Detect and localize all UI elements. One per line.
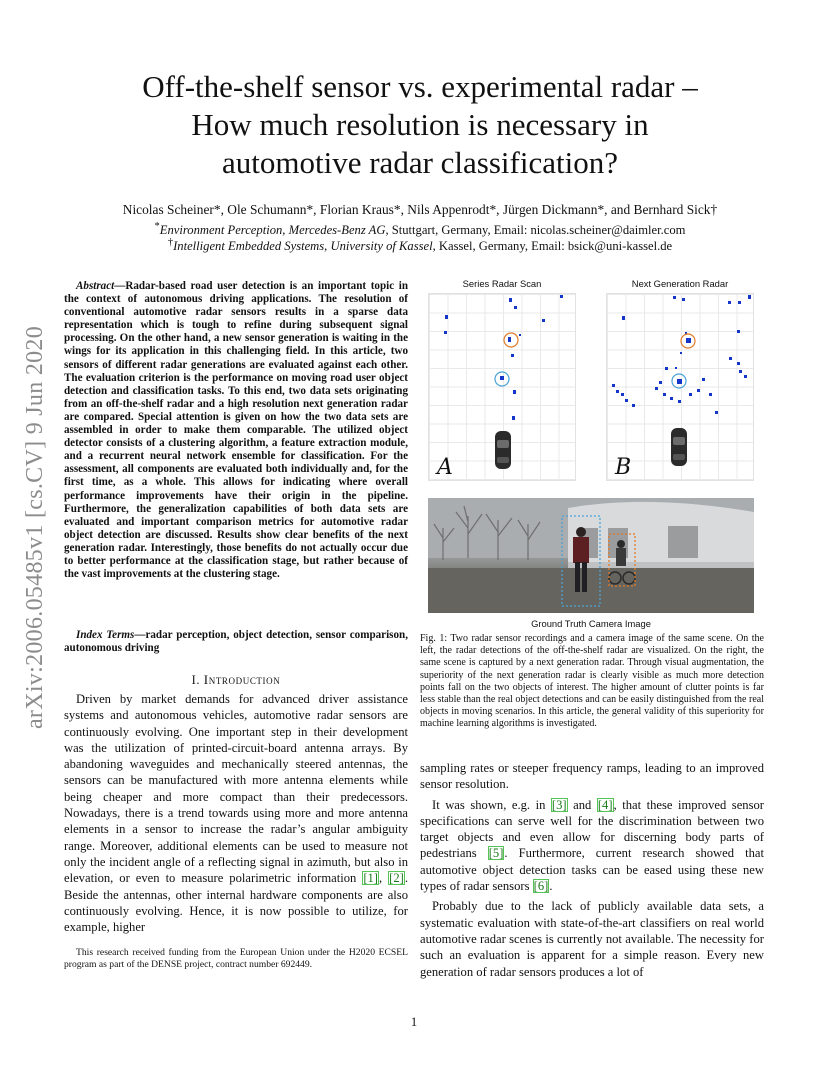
citation-link-4[interactable]: [4]: [597, 797, 613, 812]
detection-point: [737, 362, 740, 365]
ego-car-icon: [671, 428, 687, 466]
abstract-label: Abstract: [76, 280, 115, 292]
series-radar-plot: [429, 294, 576, 481]
detection-point: [632, 404, 635, 407]
detection-point: [560, 295, 563, 298]
citation-link-2[interactable]: [2]: [389, 871, 404, 886]
detection-point: [729, 357, 732, 360]
detection-point: [445, 315, 448, 319]
detection-point: [748, 295, 751, 299]
detection-point: [675, 367, 677, 369]
arxiv-identifier: arXiv:2006.05485v1 [cs.CV] 9 Jun 2020: [22, 325, 49, 729]
index-terms-text: —radar perception, object detection, sensor comparison, autonomous driving: [64, 629, 408, 655]
detection-point: [665, 367, 668, 370]
title-line-2: How much resolution is necessary in: [191, 107, 649, 142]
camera-scene: [428, 498, 754, 613]
detection-point: [511, 354, 514, 357]
radar-panel-series: [428, 293, 576, 481]
right-paragraph-3: Probably due to the lack of publicly available data sets, a systematic evaluation with state-of-the-art classifiers on real world automotive radar scenes is currently not available. The necessity for such an evaluation is apparent for a simple reason. Every new generation of radar sensors produces a lot of: [420, 899, 764, 979]
camera-image-title: Ground Truth Camera Image: [531, 618, 651, 629]
affiliation-1-details: , Stuttgart, Germany, Email: nicolas.scheiner@daimler.com: [385, 223, 686, 238]
introduction-paragraph: Driven by market demands for advanced driver assistance systems and autonomous vehicles, automotive radar sensors are continuously evolving. One important step in their development was the utilization of printed-circuit-board antenna arrays. By abandoning waveguides and mechanically steered antennas, the sensors can be manufactured with more antenna elements while being cheaper and more compact than their predecessors. Nowadays, there is a trend towards using more and more antenna elements in a sensor to increase the radar’s angular ambiguity range. Moreover, additional elements can be used to measure not only the incident angle of a reflecting signal in azimuth, but also in elevation, or even to measure polarimetric information [1], [2]. Beside the antennas, other internal hardware components are also continuously evolving. Hence, it is now possible to utilize, for example, higher: [64, 692, 408, 935]
radar-panel-next-gen: [606, 293, 754, 481]
index-terms-label: Index Terms: [76, 629, 135, 641]
citation-link-3[interactable]: [3]: [551, 797, 567, 812]
detection-point: [663, 393, 666, 396]
detection-point: [744, 375, 747, 378]
section-number: I.: [191, 673, 201, 687]
panel-b-letter: B: [615, 455, 632, 480]
right-paragraph-1: sampling rates or steeper frequency ramps, leading to an improved sensor resolution.: [420, 761, 764, 792]
affiliation-1-org: Environment Perception, Mercedes-Benz AG: [159, 223, 386, 238]
affiliation-1-mark: *: [154, 221, 160, 232]
detection-point: [542, 319, 545, 322]
affiliation-2-mark: †: [167, 237, 174, 248]
right-column-body: [420, 760, 764, 980]
detection-point: [682, 298, 685, 301]
detection-point: [677, 379, 682, 384]
detection-point: [680, 352, 682, 354]
paper-title: [80, 68, 760, 182]
detection-point: [689, 393, 692, 396]
detection-point: [673, 296, 676, 299]
arxiv-side-stamp: [14, 292, 58, 762]
affiliation-2-details: , Kassel, Germany, Email: bsick@uni-kassel.de: [432, 239, 673, 254]
detection-point: [739, 370, 742, 373]
panel-a-title: Series Radar Scan: [462, 278, 542, 289]
detection-point: [715, 411, 718, 414]
detection-point: [616, 390, 619, 393]
detection-point: [612, 384, 615, 387]
detection-point: [625, 399, 628, 402]
detection-point: [738, 301, 741, 304]
title-line-1: Off-the-shelf sensor vs. experimental radar –: [142, 69, 698, 104]
title-line-3: automotive radar classification?: [222, 145, 618, 180]
detection-point: [737, 330, 740, 333]
index-terms: [64, 629, 408, 655]
detection-point: [678, 400, 681, 403]
ego-car-icon: [495, 431, 511, 469]
figure-caption: Fig. 1: Two radar sensor recordings and a camera image of the same scene. On the left, the radar detections of the off-the-shelf radar are visualized. On the right, the same scene is captured by a next generation radar. Through visual augmentation, the superiority of the next generation radar is clearly visible as much more detection points fall on the two objects of interest. The higher amount of clutter points is far less stable than the real object detections and can be easily distinguished from the real objects in moving scenarios. In this article, the general validity of this superiority for machine learning algorithms is investigated.: [420, 633, 764, 730]
detection-point: [508, 337, 511, 342]
detection-point: [621, 393, 624, 396]
funding-footnote: This research received funding from the European Union under the H2020 ECSEL program as part of the DENSE project, contract number 692449.: [64, 947, 408, 970]
detection-point: [655, 387, 658, 390]
detection-point: [728, 301, 731, 304]
section-heading-introduction: [64, 672, 408, 688]
section-title: Introduction: [203, 672, 281, 687]
next-gen-radar-plot: [607, 294, 754, 481]
citation-link-1[interactable]: [1]: [363, 871, 378, 886]
detection-point: [513, 390, 516, 394]
detection-point: [519, 334, 521, 336]
affiliation-2-org: Intelligent Embedded Systems, University of Kassel: [173, 239, 433, 254]
ground-truth-camera-image: [428, 498, 754, 613]
detection-point: [702, 378, 705, 381]
author-list: Nicolas Scheiner*, Ole Schumann*, Florian Kraus*, Nils Appenrodt*, Jürgen Dickmann*, and Bernhard Sick†: [122, 202, 718, 217]
panel-b-title: Next Generation Radar: [631, 278, 729, 289]
detection-point: [670, 397, 673, 400]
abstract-text: —Radar-based road user detection is an important topic in the context of autonomous driving applications. The resolution of conventional automotive radar sensors results in a sparse data representation which is tough to refine during subsequent signal processing. On the other hand, a new sensor generation is waiting in the wings for its application in this challenging field. In this article, two sensors of different radar generations are evaluated against each other. The evaluation criterion is the performance on moving road user object detection and classification tasks. To this end, two data sets originating from an off-the-shelf radar and a high resolution next generation radar are compared. Special attention is given on how the two data sets are assembled in order to make them comparable. The utilized object detector consists of a clustering algorithm, a feature extraction module, and a recurrent neural network ensemble for classification. For the assessment, all components are evaluated both individually and, for the first time, as a whole. This allows for indicating where overall performance improvements have their origin in the pipeline. Furthermore, the generalization capabilities of both data sets are evaluated and important comparison metrics for automotive radar object detection are discussed. Results show clear benefits of the next generation radar. Interestingly, those benefits do not actually occur due to better performance at the classification stage, but rather because of the vast improvements at the clustering stage.: [64, 280, 408, 581]
intro-text: Driven by market demands for advanced driver assistance systems and autonomous vehicles, automotive radar sensors are continuously evolving. One important step in their development was the utilization of printed-circuit-board antenna arrays. By abandoning waveguides and mechanically steered antennas, the sensors can be manufactured with more antenna elements while being cheaper and more compact than their predecessors. Nowadays, there is a trend towards using more and more antenna elements in a sensor to increase the radar’s angular ambiguity range. Moreover, additional elements can be used to measure not only the incident angle of a reflecting signal in azimuth, but also in elevation, or even to measure polarimetric information: [64, 692, 408, 886]
page-number: 1: [410, 1015, 418, 1029]
detection-point: [509, 298, 512, 302]
panel-a-letter: A: [437, 455, 453, 480]
detection-point: [686, 338, 691, 343]
detection-point: [500, 376, 504, 380]
detection-point: [622, 316, 625, 320]
detection-point: [709, 393, 712, 396]
detection-point: [659, 381, 662, 384]
intro-tail: . Beside the antennas, other internal hardware components are also continuously evolving. Hence, it is now possible to utilize, for example, higher: [64, 871, 408, 935]
detection-point: [514, 306, 517, 309]
right-paragraph-2: It was shown, e.g. in [3] and [4], that these improved sensor specifications can serve well for the discrimination between two target objects and even allow for discerning body parts of pedestrians [5]. Furthermore, current research showed that automotive object detection tasks can be eased using these new types of radar sensors [6].: [420, 797, 764, 894]
citation-link-6[interactable]: [6]: [533, 879, 549, 894]
affiliation-2: [60, 235, 780, 254]
citation-link-5[interactable]: [5]: [488, 846, 504, 861]
detection-point: [697, 389, 700, 392]
abstract: [64, 280, 408, 581]
detection-point: [444, 331, 447, 334]
detection-point: [512, 416, 515, 420]
